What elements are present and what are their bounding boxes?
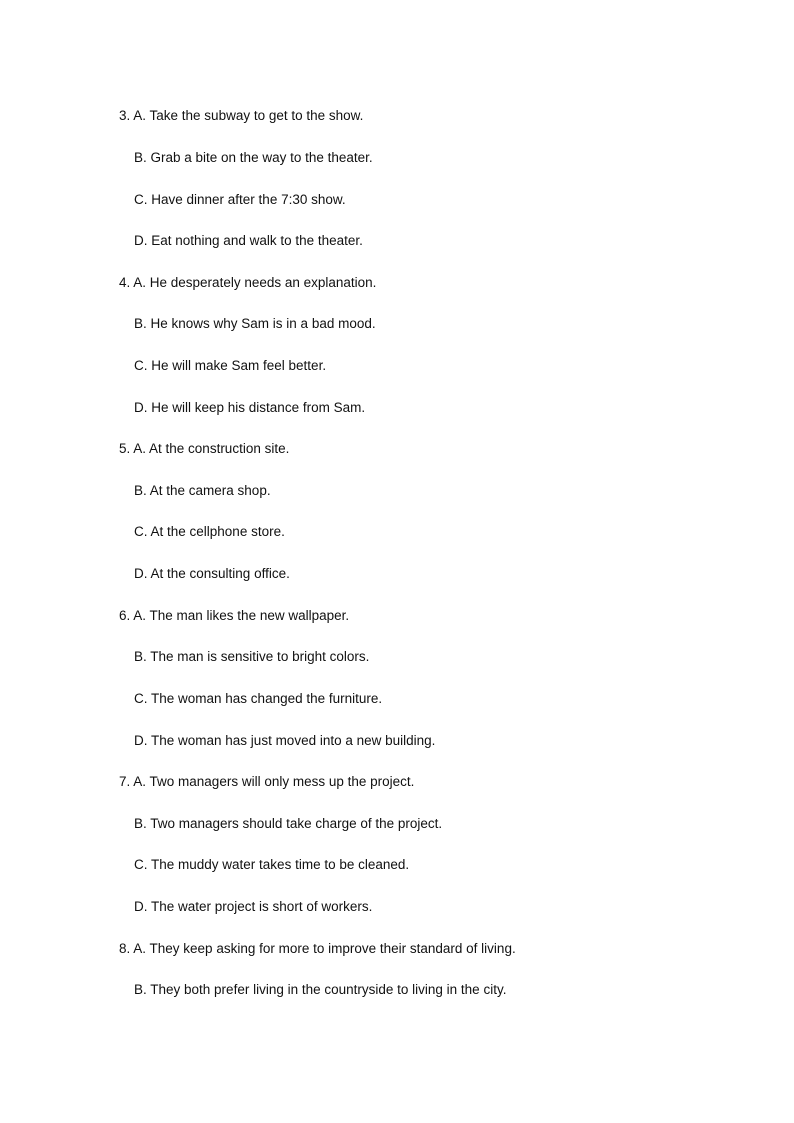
question-8-option-a: 8. A. They keep asking for more to improve their standard of living. (119, 941, 516, 956)
question-4-option-b: B. He knows why Sam is in a bad mood. (134, 316, 376, 331)
question-3-option-d: D. Eat nothing and walk to the theater. (134, 233, 363, 248)
question-6-option-a: 6. A. The man likes the new wallpaper. (119, 608, 350, 623)
question-6-option-d: D. The woman has just moved into a new building. (134, 733, 436, 748)
question-5-option-d: D. At the consulting office. (134, 566, 290, 581)
question-6-option-c: C. The woman has changed the furniture. (134, 691, 383, 706)
question-7-option-b: B. Two managers should take charge of the project. (134, 816, 443, 831)
question-4-option-d: D. He will keep his distance from Sam. (134, 400, 366, 415)
question-4-option-c: C. He will make Sam feel better. (134, 358, 327, 373)
question-5-option-a: 5. A. At the construction site. (119, 441, 290, 456)
question-7-option-a: 7. A. Two managers will only mess up the project. (119, 774, 415, 789)
question-8-option-b: B. They both prefer living in the countryside to living in the city. (134, 982, 507, 997)
question-7-option-d: D. The water project is short of workers. (134, 899, 373, 914)
question-5-option-b: B. At the camera shop. (134, 483, 271, 498)
question-3-option-c: C. Have dinner after the 7:30 show. (134, 192, 346, 207)
question-6-option-b: B. The man is sensitive to bright colors. (134, 649, 370, 664)
question-4-option-a: 4. A. He desperately needs an explanation. (119, 275, 377, 290)
question-7-option-c: C. The muddy water takes time to be cleaned. (134, 857, 410, 872)
question-3-option-b: B. Grab a bite on the way to the theater. (134, 150, 373, 165)
question-5-option-c: C. At the cellphone store. (134, 524, 285, 539)
question-3-option-a: 3. A. Take the subway to get to the show. (119, 108, 364, 123)
